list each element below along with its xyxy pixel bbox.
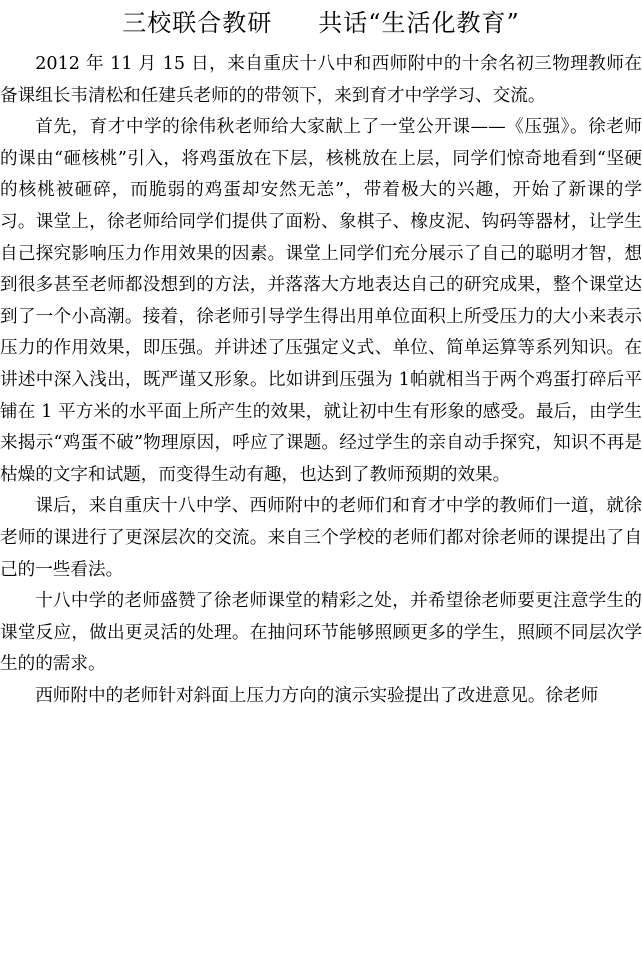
paragraph-discussion: 课后，来自重庆十八中学、西师附中的老师们和育才中学的教师们一道，就徐老师的课进行了更深层次的交流。来自三个学校的老师们都对徐老师的课提出了自己的一些看法。 <box>0 496 642 580</box>
title-part-1: 三校联合教研 <box>122 9 273 37</box>
document-title <box>0 8 642 38</box>
paragraph-school-18-feedback: 十八中学的老师盛赞了徐老师课堂的精彩之处，并希望徐老师要更注意学生的课堂反应，做出更灵活的处理。在抽问环节能够照顾更多的学生，照顾不同层次学生的的需求。 <box>0 591 642 675</box>
title-part-2: 共话“生活化教育” <box>318 9 520 37</box>
paragraph-xishi-feedback: 西师附中的老师针对斜面上压力方向的演示实验提出了改进意见。徐老师 <box>35 685 599 706</box>
paragraph-lesson: 首先，育才中学的徐伟秋老师给大家献上了一堂公开课——《压强》。徐老师的课由“砸核桃”引入，将鸡蛋放在下层，核桃放在上层，同学们惊奇地看到“坚硬的核桃被砸碎，而脆弱的鸡蛋却安然无恙”，带着极大的兴趣，开始了新课的学习。课堂上，徐老师给同学们提供了面粉、象棋子、橡皮泥、钩码等器材，让学生自己探究影响压力作用效果的因素。课堂上同学们充分展示了自己的聪明才智，想到很多甚至老师都没想到的方法，并落落大方地表达自己的研究成果，整个课堂达到了一个小高潮。接着，徐老师引导学生得出用单位面积上所受压力的大小来表示压力的作用效果，即压强。并讲述了压强定义式、单位、简单运算等系列知识。在讲述中深入浅出，既严谨又形象。比如讲到压强为 1帕就相当于两个鸡蛋打碎后平铺在 1 平方米的水平面上所产生的效果，就让初中生有形象的感受。最后，由学生来揭示“鸡蛋不破”物理原因，呼应了课题。经过学生的亲自动手探究，知识不再是枯燥的文字和试题，而变得生动有趣，也达到了教师预期的效果。 <box>0 117 642 485</box>
document-body <box>0 49 642 712</box>
paragraph-intro: 2012 年 11 月 15 日，来自重庆十八中和西师附中的十余名初三物理教师在备课组长韦清松和任建兵老师的的带领下，来到育才中学学习、交流。 <box>0 54 642 106</box>
